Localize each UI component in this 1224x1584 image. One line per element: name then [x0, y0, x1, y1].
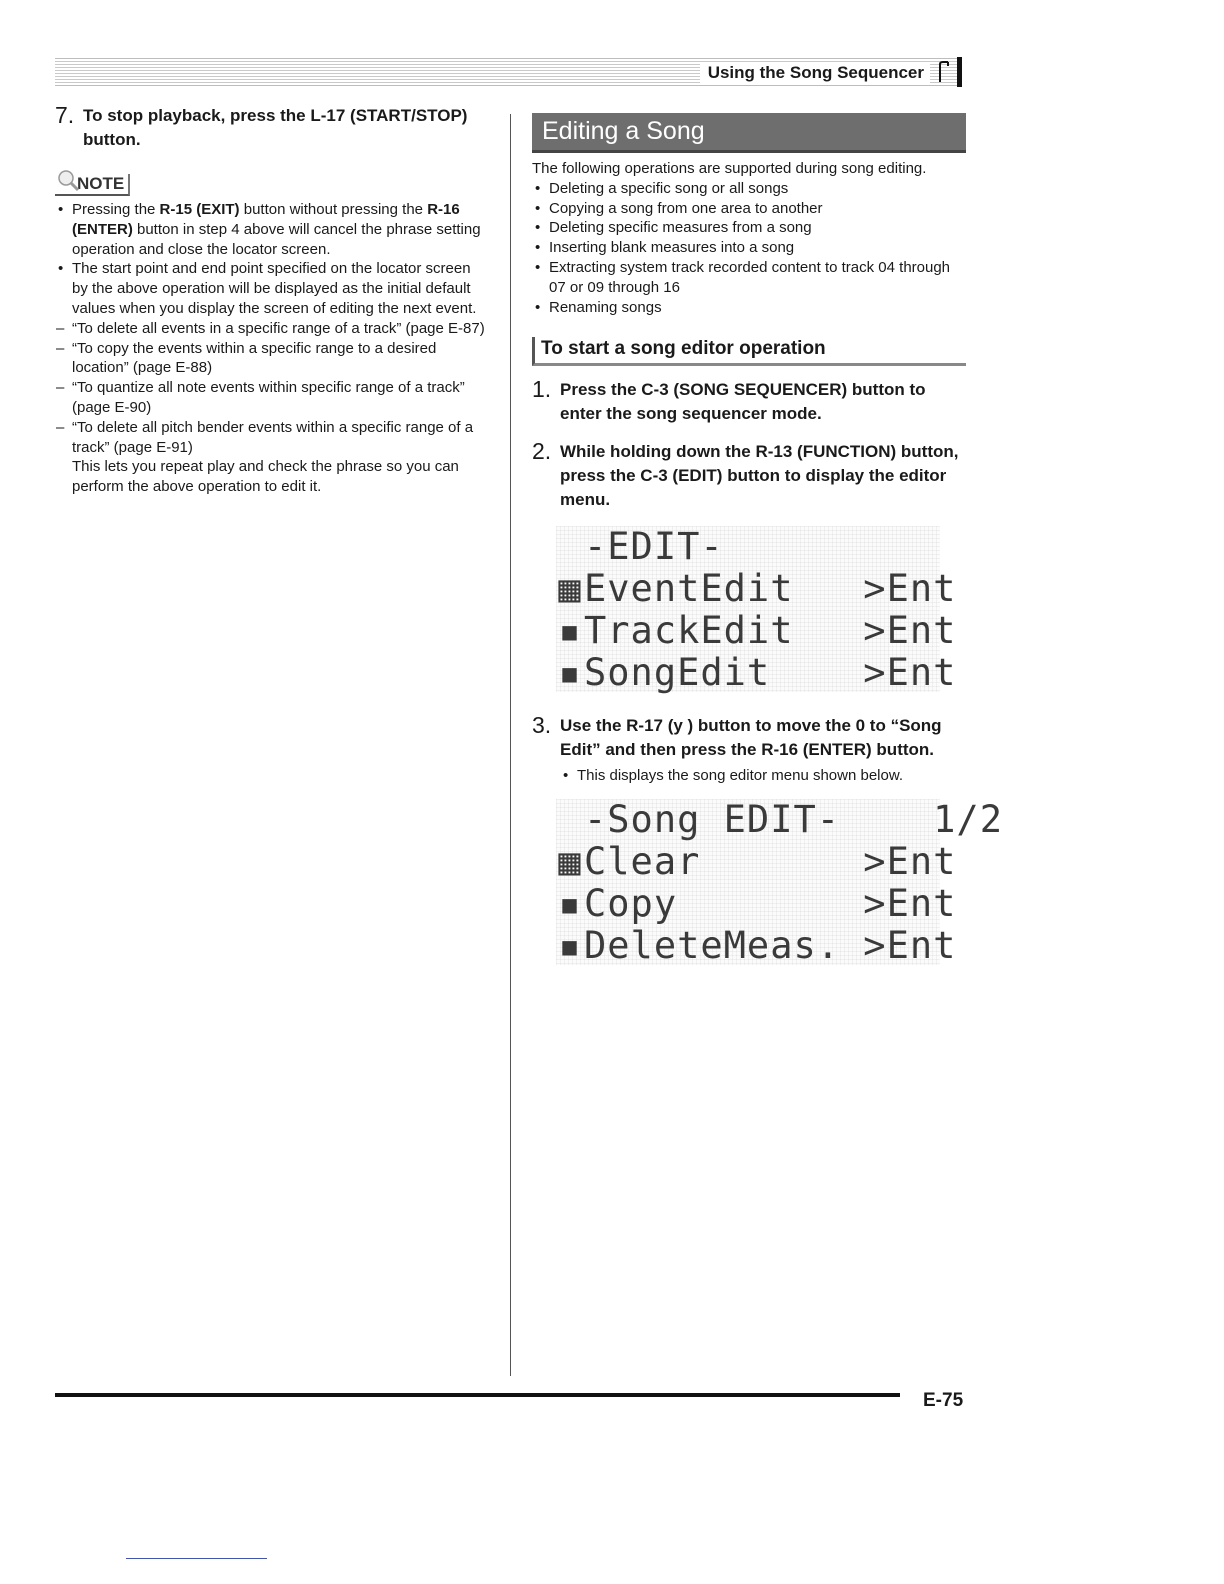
- sub-heading: To start a song editor operation: [532, 337, 966, 366]
- step-text: To stop playback, press the L-17 (START/STOP) button.: [83, 106, 468, 149]
- lcd-line: -EDIT-: [584, 525, 724, 569]
- lcd-line: -Song EDIT- 1/2: [584, 798, 1003, 842]
- operations-list: [532, 179, 967, 318]
- operation-item: • Renaming songs: [532, 298, 967, 318]
- lcd-line: ▪TrackEdit >Ent: [558, 609, 957, 653]
- section-banner: Editing a Song: [532, 113, 966, 153]
- step-2: [532, 440, 967, 512]
- footer-rule: [55, 1393, 900, 1397]
- operation-item: • Inserting blank measures into a song: [532, 238, 967, 258]
- step-number: 3.: [532, 712, 552, 739]
- note-bullet-2: • The start point and end point specified on the locator screen by the above operation will be displayed as the initial default values when you display the screen of editing the next event. – “To delete all events in a specific range of a track” (page E-87) – “To copy the events within a specific range to a desired location” (page E-88) – “To quantize all note events within specific range of a track” (page E-90) – “To delete all pitch bender events within a specific range of a track” (page E-91): [55, 259, 487, 457]
- note-closing: This lets you repeat play and check the phrase so you can perform the above operation to edit it.: [72, 458, 459, 496]
- header-end-bar: [957, 57, 962, 87]
- lcd-line: ▪DeleteMeas. >Ent: [558, 924, 957, 968]
- header-title: Using the Song Sequencer: [700, 63, 930, 83]
- left-column: [55, 104, 487, 497]
- note-list: [55, 200, 487, 457]
- lcd-line: ▪Copy >Ent: [558, 882, 957, 926]
- step-7: [55, 104, 487, 152]
- note-label: [55, 174, 130, 196]
- step-text: Press the C-3 (SONG SEQUENCER) button to enter the song sequencer mode.: [560, 380, 926, 424]
- note-bullet-1: • Pressing the R-15 (EXIT) button without pressing the R-16 (ENTER) button in step 4 above will cancel the phrase setting operation and close the locator screen.: [55, 200, 487, 259]
- steps-list: [532, 378, 967, 512]
- lcd-song-edit-menu: [556, 798, 1003, 968]
- step-sub-bullet: • This displays the song editor menu shown below.: [560, 766, 967, 785]
- step-1: [532, 378, 967, 426]
- step-number: 7.: [55, 102, 75, 128]
- reference-item: – “To delete all pitch bender events within a specific range of a track” (page E-91): [55, 418, 487, 458]
- operation-item: • Deleting a specific song or all songs: [532, 179, 967, 199]
- magnifier-icon: [55, 168, 81, 192]
- right-column: [532, 113, 1003, 987]
- reference-list: [55, 319, 487, 458]
- operation-item: • Copying a song from one area to another: [532, 199, 967, 219]
- operation-item: • Extracting system track recorded content to track 04 through 07 or 09 through 16: [532, 258, 967, 298]
- lcd-line: ▦Clear >Ent: [558, 840, 957, 884]
- reference-item: – “To delete all events in a specific range of a track” (page E-87): [55, 319, 487, 339]
- lcd-line: ▦EventEdit >Ent: [558, 567, 957, 611]
- column-divider: [510, 114, 511, 1376]
- step-number: 2.: [532, 438, 552, 465]
- page-number: E-75: [923, 1390, 964, 1411]
- step-number: 1.: [532, 376, 552, 403]
- step-text: While holding down the R-13 (FUNCTION) button, press the C-3 (EDIT) button to display the editor menu.: [560, 442, 959, 510]
- note-text: NOTE: [55, 174, 130, 196]
- link-underline[interactable]: [126, 1558, 267, 1559]
- section-intro: The following operations are supported during song editing.: [532, 160, 927, 177]
- lcd-line: ▪SongEdit >Ent: [558, 651, 957, 695]
- step-text: Use the R-17 (y ) button to move the 0 to “Song Edit” and then press the R-16 (ENTER) button.: [560, 716, 942, 760]
- operation-item: • Deleting specific measures from a song: [532, 218, 967, 238]
- reference-item: – “To quantize all note events within specific range of a track” (page E-90): [55, 378, 487, 418]
- reference-item: – “To copy the events within a specific range to a desired location” (page E-88): [55, 339, 487, 379]
- music-note-icon: [936, 60, 950, 84]
- page-header: [55, 58, 962, 86]
- lcd-editor-menu: [556, 525, 957, 695]
- step-3: [532, 714, 967, 785]
